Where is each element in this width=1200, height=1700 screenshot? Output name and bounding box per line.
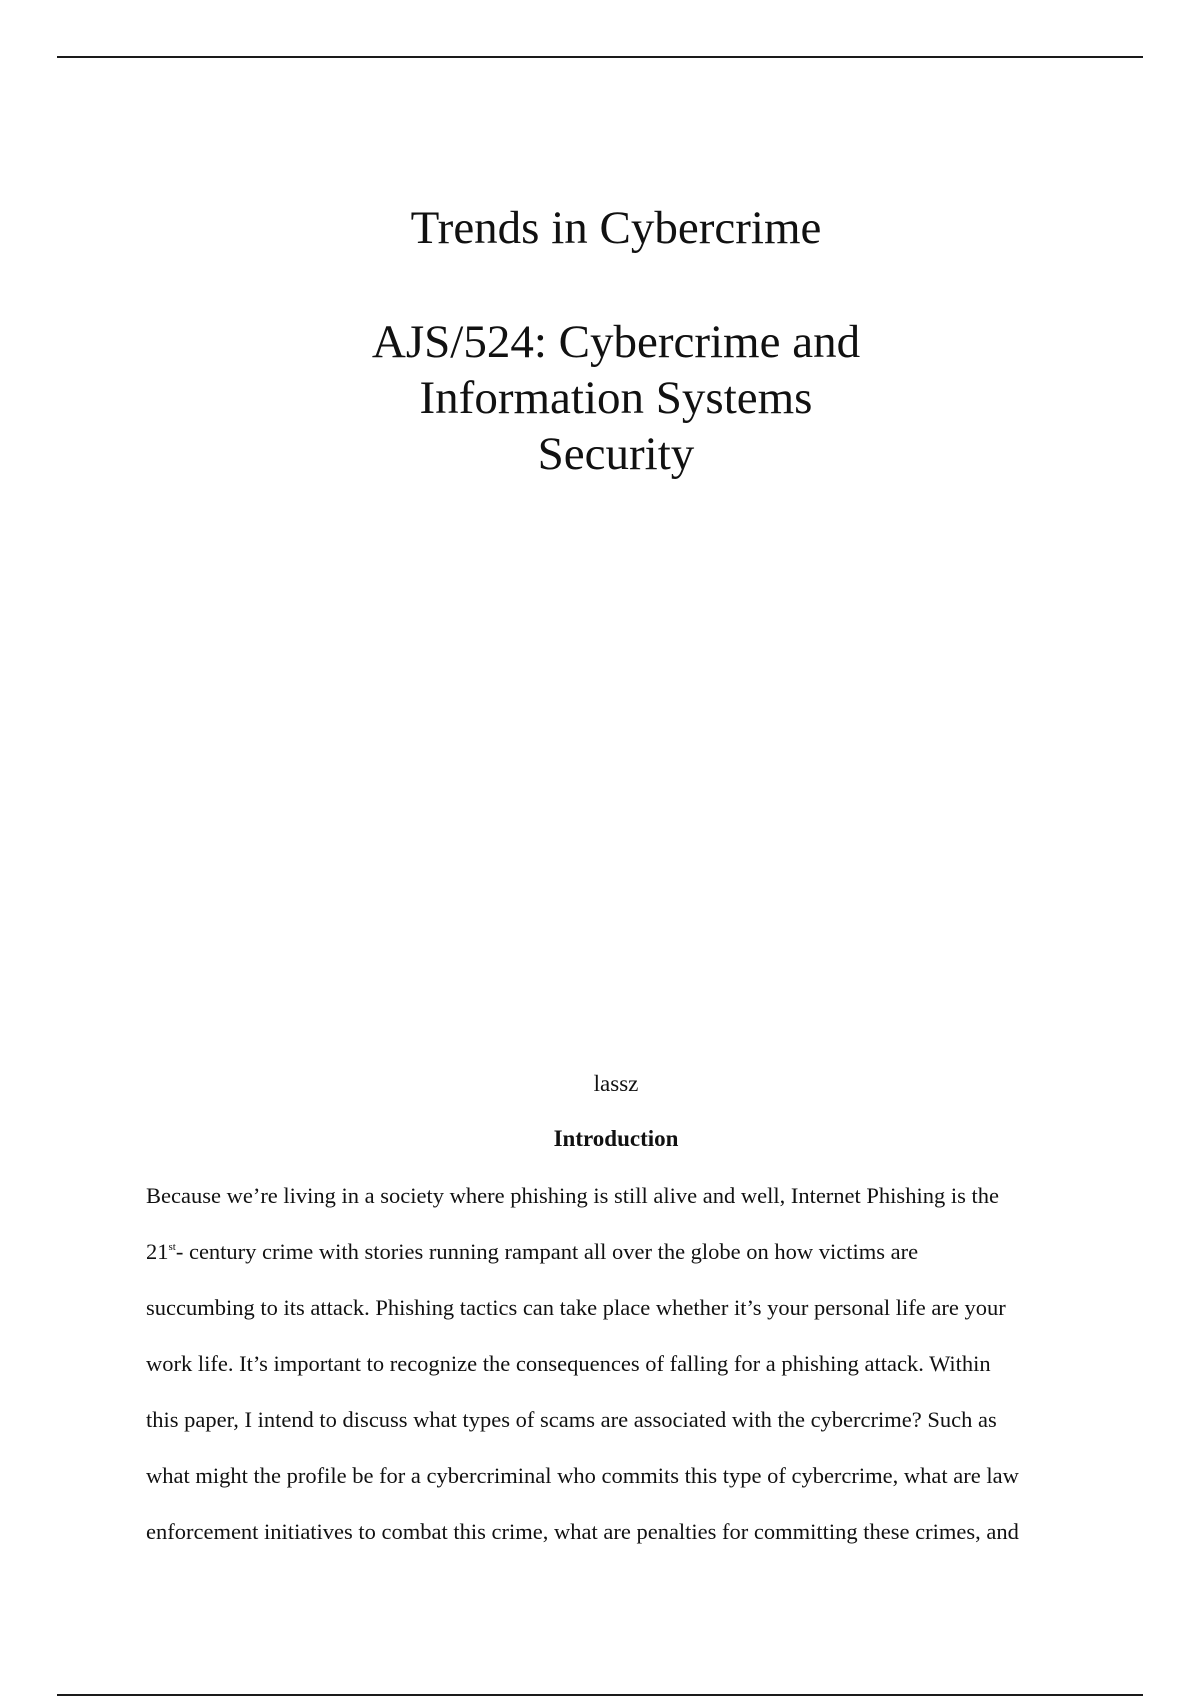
- body-line: succumbing to its attack. Phishing tactics can take place whether it’s your personal life are your: [146, 1295, 1006, 1320]
- page-title: Trends in Cybercrime: [410, 202, 822, 254]
- bottom-rule: [57, 1694, 1143, 1696]
- course-title-line: Information Systems: [419, 372, 813, 424]
- body-line: work life. It’s important to recognize the consequences of falling for a phishing attack. Within: [146, 1351, 991, 1376]
- author-name: lassz: [593, 1071, 639, 1096]
- course-title: [0, 314, 1200, 482]
- body-line: what might the profile be for a cybercriminal who commits this type of cybercrime, what are law: [146, 1463, 1019, 1488]
- body-line: this paper, I intend to discuss what types of scams are associated with the cybercrime? Such as: [146, 1407, 997, 1432]
- top-rule: [57, 56, 1143, 58]
- section-heading: Introduction: [553, 1126, 679, 1151]
- body-line: enforcement initiatives to combat this crime, what are penalties for committing these crimes, and: [146, 1519, 1019, 1544]
- course-title-line: AJS/524: Cybercrime and: [371, 316, 861, 368]
- ordinal-number: 21: [146, 1239, 169, 1264]
- body-paragraph: [146, 1181, 1096, 1573]
- body-line: Because we’re living in a society where phishing is still alive and well, Internet Phishing is the: [146, 1183, 999, 1208]
- body-line-rest: - century crime with stories running rampant all over the globe on how victims are: [175, 1239, 919, 1264]
- ordinal-suffix: st: [168, 1241, 176, 1253]
- course-title-line: Security: [537, 428, 695, 480]
- body-line: [146, 1237, 1096, 1293]
